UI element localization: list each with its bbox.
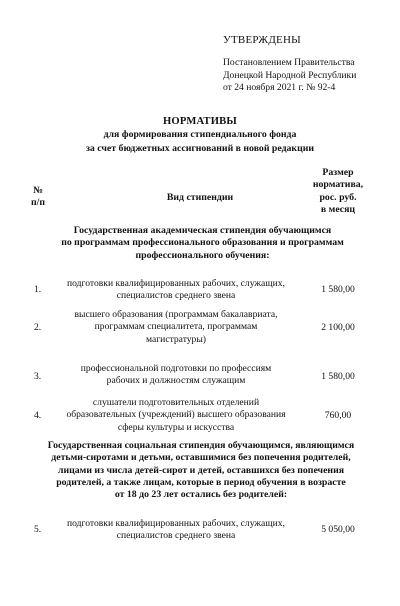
column-header-amount: Размер норматива, рос. руб. в месяц (312, 167, 364, 215)
document-title (0, 116, 400, 156)
title-main: НОРМАТИВЫ (162, 116, 238, 127)
row-kind: подготовки квалифицированных рабочих, служащих, специалистов среднего звена (67, 518, 285, 542)
row-number: 5. (34, 524, 42, 535)
section-heading-academic: Государственная академическая стипендия обучающимся по программам профессионального образования и программам профессионального обучения: (61, 225, 344, 261)
resolution-line: Постановлением Правительства (223, 57, 355, 68)
row-number: 2. (34, 322, 42, 333)
section-heading-social: Государственная социальная стипендия обучающимся, являющимся детьми-сиротами и детьми, оставшимися без попечения родителей, лицами из числа детей-сирот и детей, оставшихся без попечения родителей, а также лицам, которые в период обучения в возрасте от 18 до 23 лет остались без родителей: (47, 440, 355, 501)
approval-stamp: УТВЕРЖДЕНЫ (223, 34, 301, 46)
row-kind: высшего образования (программам бакалавриата, программам специалитета, программам магистратуры) (74, 309, 278, 345)
row-number: 1. (34, 284, 42, 295)
resolution-line: Донецкой Народной Республики (223, 69, 357, 81)
title-sub-line: для формирования стипендиального фонда (103, 129, 297, 140)
title-sub-line: за счет бюджетных ассигнований в новой редакции (85, 143, 315, 155)
row-number: 3. (34, 371, 42, 382)
row-kind: подготовки квалифицированных рабочих, служащих, специалистов среднего звена (67, 278, 285, 302)
resolution-date: от 24 ноября 2021 г. № 92-4 (223, 82, 336, 94)
row-amount: 5 050,00 (321, 524, 355, 535)
column-header-kind: Вид стипендии (166, 192, 234, 203)
approval-resolution (223, 57, 356, 95)
row-amount: 1 580,00 (321, 284, 355, 295)
row-kind: слушатели подготовительных отделений образовательных (учреждений) высшего образования сферы культуры и искусства (66, 397, 286, 433)
row-amount: 760,00 (324, 410, 352, 421)
row-amount: 2 100,00 (321, 322, 355, 333)
row-kind: профессиональной подготовки по профессиям рабочих и должностям служащим (80, 363, 272, 387)
row-number: 4. (34, 410, 42, 421)
row-amount: 1 580,00 (321, 371, 355, 382)
column-header-number: № п/п (30, 185, 45, 209)
